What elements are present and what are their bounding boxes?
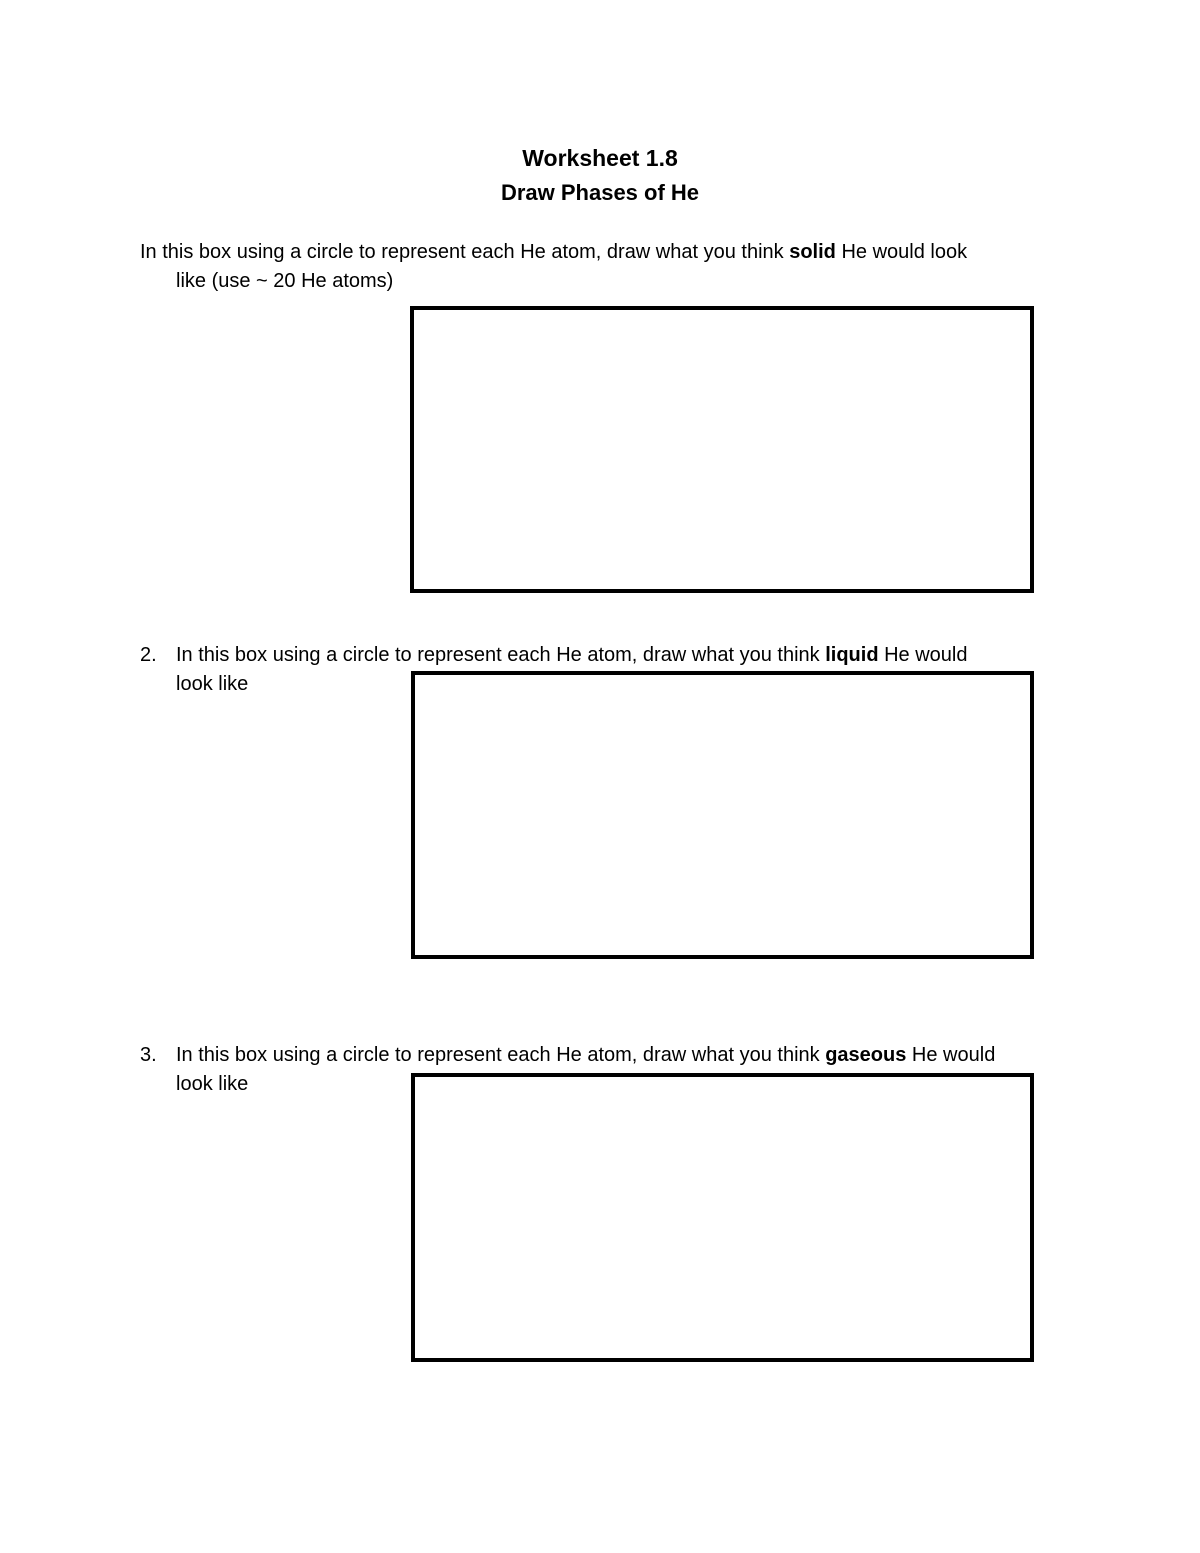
gaseous-drawing-box[interactable] xyxy=(411,1073,1034,1362)
question-1-text-after: He would look xyxy=(835,241,968,263)
question-2-text-before: In this box using a circle to represent each He atom, draw what you think xyxy=(176,644,826,666)
question-3-text-before: In this box using a circle to represent each He atom, draw what you think xyxy=(176,1044,826,1066)
question-3-text-after: He would xyxy=(906,1044,996,1066)
question-3-number: 3. xyxy=(140,1044,157,1066)
liquid-drawing-box[interactable] xyxy=(411,671,1034,959)
question-1-line-1 xyxy=(140,238,1060,267)
question-1-text-before: In this box using a circle to represent each He atom, draw what you think xyxy=(140,241,790,263)
question-3-line-1 xyxy=(140,1041,1060,1070)
worksheet-title: Worksheet 1.8 xyxy=(522,145,678,171)
question-1-line-2: like (use ~ 20 He atoms) xyxy=(176,270,394,292)
question-3-line-2: look like xyxy=(176,1073,249,1095)
question-2-keyword: liquid xyxy=(825,644,879,666)
question-2-line-1 xyxy=(140,641,1060,670)
question-1-keyword: solid xyxy=(789,241,836,263)
question-2-number: 2. xyxy=(140,644,157,666)
question-1 xyxy=(140,238,1060,296)
solid-drawing-box[interactable] xyxy=(410,306,1034,593)
question-2-text-after: He would xyxy=(878,644,968,666)
question-3-keyword: gaseous xyxy=(825,1044,907,1066)
question-2-line-2: look like xyxy=(176,673,249,695)
worksheet-subtitle: Draw Phases of He xyxy=(500,180,700,205)
